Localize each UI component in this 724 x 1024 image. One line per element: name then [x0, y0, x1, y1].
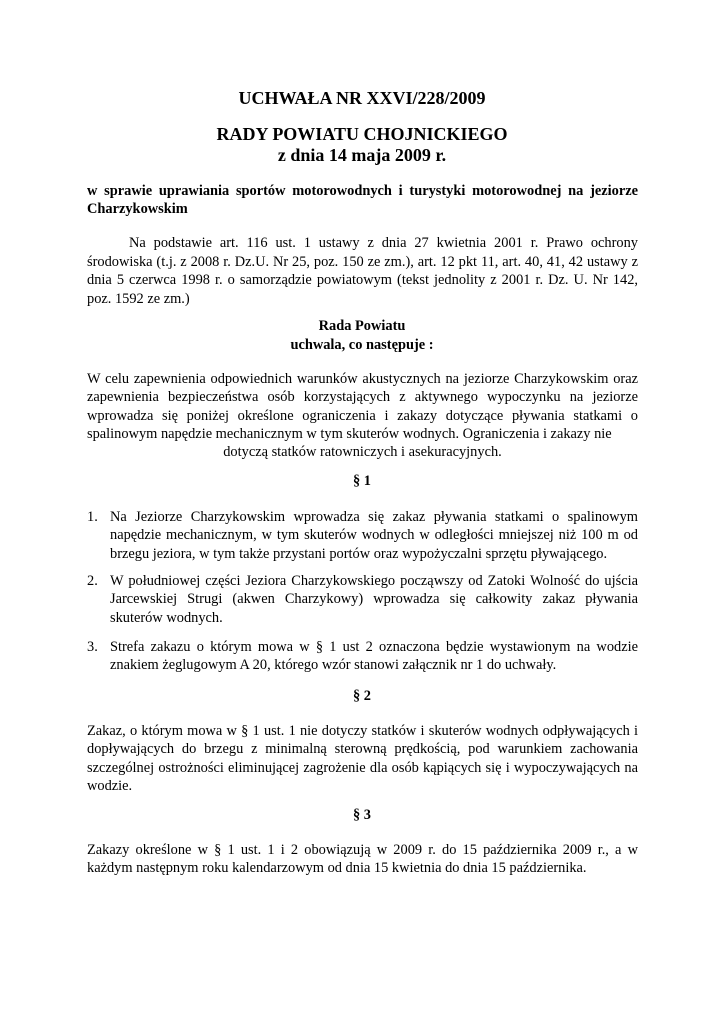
section-2-heading: § 2: [353, 688, 371, 704]
intro-last-line: dotyczą statków ratowniczych i asekuracyjnych.: [223, 444, 502, 461]
item-number: 1.: [87, 509, 98, 525]
resolution-issuer: RADY POWIATU CHOJNICKIEGO: [216, 124, 508, 144]
section-2-text: Zakaz, o którym mowa w § 1 ust. 1 nie dotyczy statków i skuterów wodnych odpływających i dopływających do brzegu z minimalną sterowną prędkością, pod warunkiem zachowania szczególnej ostrożności eliminującej zagrożenie dla osób kąpiących się i wypoczywających na wodzie.: [87, 723, 638, 794]
resolution-subject: w sprawie uprawiania sportów motorowodnych i turystyki motorowodnej na jeziorze Charzykowskim: [87, 183, 638, 217]
intro-main-text: W celu zapewnienia odpowiednich warunków akustycznych na jeziorze Charzykowskim oraz zapewnienia bezpieczeństwa osób korzystających z aktywnego wypoczynku na jeziorze wprowadza się poniżej określone ograniczenia i zakazy dotyczące pływania statkami o spalinowym napędzie mechanicznym w tym skuterów wodnych. Ograniczenia i zakazy nie: [87, 371, 638, 442]
item-text: Na Jeziorze Charzykowskim wprowadza się zakaz pływania statkami o spalinowym napędzie mechanicznym, w tym skuterów wodnych w odległości mniejszej niż 100 m od brzegu jeziora, w tym także przystani portów oraz wypożyczalni sprzętu pływającego.: [110, 509, 638, 562]
section-1-item-1: [87, 508, 638, 563]
section-1-heading: § 1: [353, 473, 371, 489]
resolves-statement: uchwala, co następuje :: [290, 337, 434, 353]
resolution-heading: [0, 317, 724, 355]
item-text: Strefa zakazu o którym mowa w § 1 ust 2 oznaczona będzie wystawionym na wodzie znakiem żeglugowym A 20, którego wzór stanowi załącznik nr 1 do uchwały.: [110, 639, 638, 674]
item-text: W południowej części Jeziora Charzykowskiego począwszy od Zatoki Wolność do ujścia Jarcewskiej Strugi (akwen Charzykowy) wprowadza się całkowity zakaz pływania skuterów wodnych.: [110, 573, 638, 626]
resolution-date: z dnia 14 maja 2009 r.: [277, 145, 447, 165]
section-3-text: Zakazy określone w § 1 ust. 1 i 2 obowiązują w 2009 r. do 15 października 2009 r., a w każdym następnym roku kalendarzowym od dnia 15 kwietnia do dnia 15 października.: [87, 842, 638, 877]
section-1-item-2: [87, 572, 638, 627]
legal-basis: Na podstawie art. 116 ust. 1 ustawy z dnia 27 kwietnia 2001 r. Prawo ochrony środowiska (t.j. z 2008 r. Dz.U. Nr 25, poz. 150 ze zm.), art. 12 pkt 11, art. 40, 41, 42 ustawy z dnia 5 czerwca 1998 r. o samorządzie powiatowym (tekst jednolity z 2001 r. Dz. U. Nr 142, poz. 1592 ze zm.): [87, 235, 638, 307]
resolution-title: UCHWAŁA NR XXVI/228/2009: [238, 88, 486, 108]
item-number: 3.: [87, 639, 98, 655]
section-3-heading: § 3: [353, 807, 371, 823]
resolution-issuer-block: [0, 124, 724, 166]
section-1-item-3: [87, 638, 638, 675]
council-name: Rada Powiatu: [318, 318, 406, 334]
item-number: 2.: [87, 573, 98, 589]
intro-paragraph: [87, 370, 638, 461]
